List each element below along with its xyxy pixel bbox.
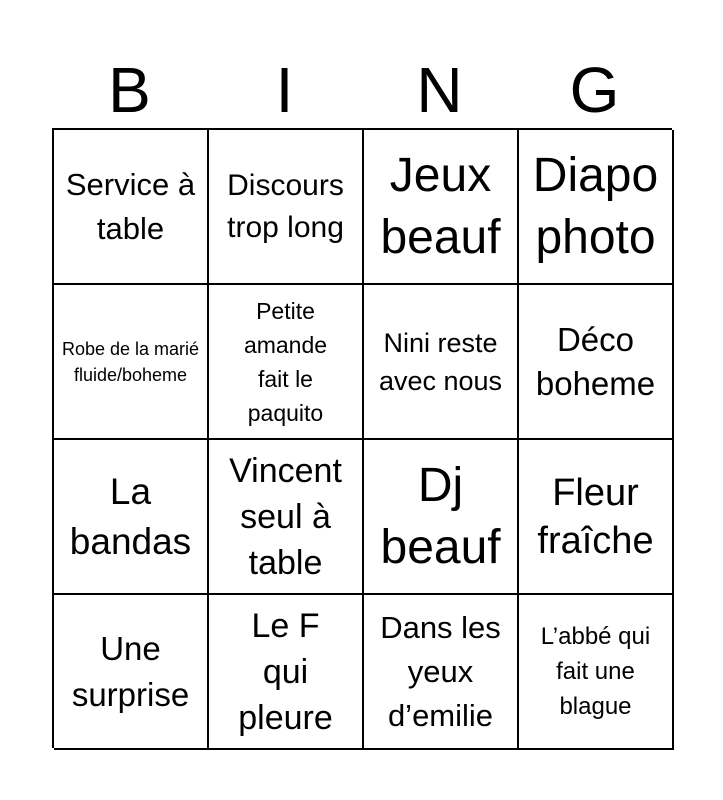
bingo-cell[interactable] bbox=[519, 595, 674, 750]
cell-text: Dans les yeux d’emilie bbox=[380, 609, 501, 733]
cell-text: Jeux beauf bbox=[380, 148, 501, 264]
cell-text: Robe de la marié fluide/boheme bbox=[61, 338, 200, 385]
cell-text: La bandas bbox=[69, 470, 192, 562]
header-letter-i: I bbox=[275, 54, 294, 126]
bingo-cell[interactable] bbox=[364, 440, 519, 595]
cell-text: Dj beauf bbox=[380, 458, 501, 574]
bingo-cell[interactable] bbox=[54, 595, 209, 750]
bingo-cell[interactable] bbox=[209, 130, 364, 285]
bingo-cell[interactable] bbox=[209, 285, 364, 440]
bingo-cell[interactable] bbox=[364, 130, 519, 285]
cell-text: Service à table bbox=[65, 166, 196, 246]
header-letter-g: G bbox=[569, 54, 620, 126]
bingo-cell[interactable] bbox=[54, 130, 209, 285]
cell-text: Diapo photo bbox=[532, 148, 659, 264]
cell-text: Le F qui pleure bbox=[238, 606, 333, 737]
bingo-cell[interactable] bbox=[54, 285, 209, 440]
cell-text: Vincent seul à table bbox=[229, 451, 342, 582]
bingo-cell[interactable] bbox=[364, 285, 519, 440]
bingo-cell[interactable] bbox=[519, 285, 674, 440]
cell-text: Discours trop long bbox=[227, 168, 344, 244]
bingo-cell[interactable] bbox=[519, 130, 674, 285]
cell-text: Une surprise bbox=[71, 629, 190, 713]
cell-text: Petite amande fait le paquito bbox=[243, 297, 328, 426]
bingo-cell[interactable] bbox=[54, 440, 209, 595]
bingo-card-grid bbox=[52, 128, 672, 748]
bingo-cell[interactable] bbox=[519, 440, 674, 595]
cell-text: L’abbé qui fait une blague bbox=[540, 623, 651, 720]
bingo-cell[interactable] bbox=[209, 440, 364, 595]
bingo-cell[interactable] bbox=[209, 595, 364, 750]
header-letter-n: N bbox=[416, 54, 463, 126]
cell-text: Déco boheme bbox=[535, 320, 656, 402]
bingo-cell[interactable] bbox=[364, 595, 519, 750]
cell-text: Fleur fraîche bbox=[537, 471, 654, 562]
header-letter-b: B bbox=[108, 54, 151, 126]
cell-text: Nini reste avec nous bbox=[378, 327, 503, 396]
bingo-header bbox=[52, 52, 672, 128]
